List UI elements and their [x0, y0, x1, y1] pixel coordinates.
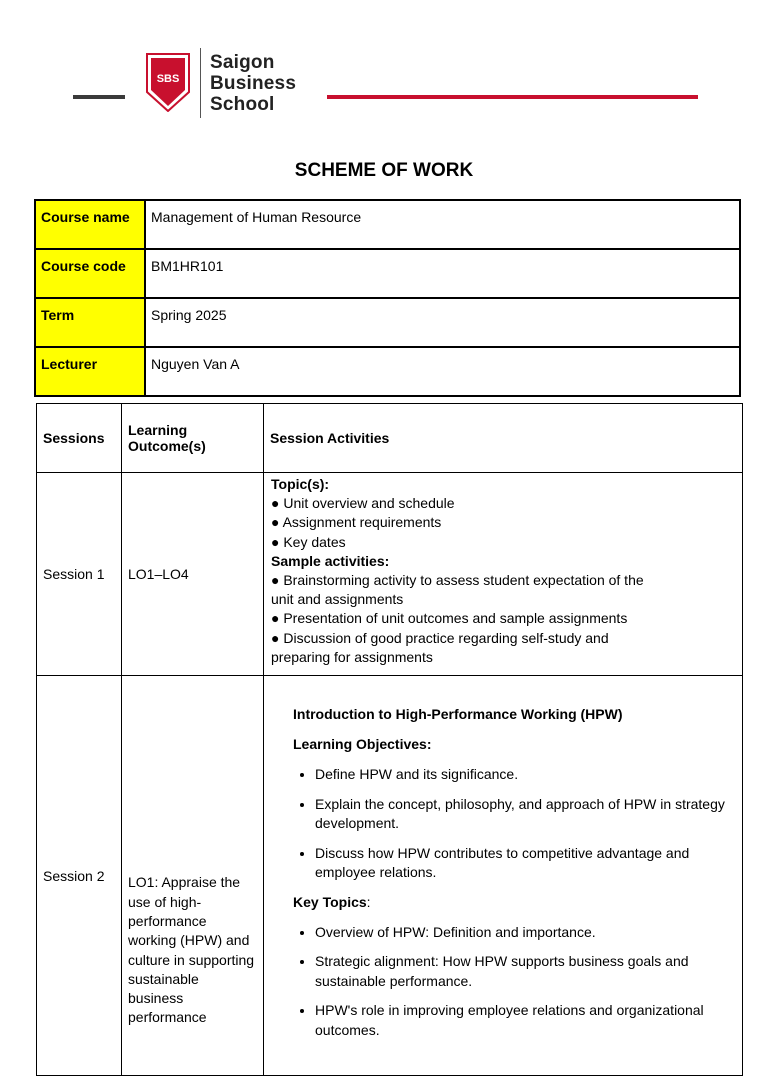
list-item: ● Discussion of good practice regarding self-study and preparing for assignments: [271, 629, 609, 665]
header-sessions: Sessions: [37, 404, 122, 473]
session-activities: [264, 473, 743, 676]
list-item: ● Assignment requirements: [271, 514, 442, 531]
list-item: ● Unit overview and schedule: [271, 495, 455, 512]
table-header-row: [37, 404, 743, 473]
course-info-table: [34, 199, 741, 397]
list-item: ● Key dates: [271, 533, 346, 550]
info-label: Term: [35, 298, 145, 347]
info-row: [35, 298, 740, 347]
session-lo: LO1: Appraise the use of high-performance working (HPW) and culture in supporting sustainable business performance: [122, 676, 264, 1076]
session-lo: LO1–LO4: [122, 473, 264, 676]
logo-wordmark: [210, 52, 296, 115]
session-name: Session 1: [37, 473, 122, 676]
header-session-activities: Session Activities: [264, 404, 743, 473]
header: [0, 0, 768, 140]
key-topics-colon: :: [366, 893, 371, 910]
sessions-table: [36, 403, 743, 1076]
objectives-list: [293, 765, 734, 883]
info-row: [35, 347, 740, 396]
info-row: [35, 249, 740, 298]
table-row: [37, 473, 743, 676]
page-title: SCHEME OF WORK: [294, 160, 474, 181]
table-row: [37, 676, 743, 1076]
logo-line: Saigon: [210, 52, 275, 73]
list-item: ● Presentation of unit outcomes and sample assignments: [271, 610, 628, 627]
list-item: • Strategic alignment: How HPW supports business goals and sustainable performance.: [315, 952, 734, 991]
info-value: Spring 2025: [145, 298, 740, 347]
info-label: Course name: [35, 200, 145, 249]
key-topics-heading: [293, 893, 734, 911]
info-label: Course code: [35, 249, 145, 298]
info-value: Nguyen Van A: [145, 347, 740, 396]
list-item: • Explain the concept, philosophy, and approach of HPW in strategy development.: [315, 795, 734, 834]
list-item: • Discuss how HPW contributes to competitive advantage and employee relations.: [315, 844, 734, 883]
intro-heading: Introduction to High-Performance Working (HPW): [293, 706, 623, 723]
shield-logo-icon: [146, 52, 190, 112]
header-learning-outcomes: Learning Outcome(s): [122, 404, 264, 473]
info-label: Lecturer: [35, 347, 145, 396]
info-value: Management of Human Resource: [145, 200, 740, 249]
list-item: ● Brainstorming activity to assess student expectation of the unit and assignments: [271, 572, 644, 608]
logo-divider: [200, 48, 201, 118]
key-topics-label: Key Topics: [293, 893, 367, 910]
topics-heading: Topic(s):: [271, 476, 330, 492]
session-name: Session 2: [37, 676, 122, 1076]
header-left-bar: [73, 95, 125, 99]
logo-line: School: [210, 94, 275, 115]
info-value: BM1HR101: [145, 249, 740, 298]
info-row: [35, 200, 740, 249]
list-item: • HPW's role in improving employee relations and organizational outcomes.: [315, 1001, 734, 1040]
activities-heading: Sample activities:: [271, 552, 390, 569]
logo-badge-text: SBS: [156, 73, 180, 85]
list-item: • Overview of HPW: Definition and importance.: [315, 923, 734, 943]
objectives-heading: Learning Objectives:: [293, 736, 432, 753]
header-right-bar: [327, 95, 698, 99]
session-activities: [264, 676, 743, 1076]
key-topics-list: [293, 923, 734, 1041]
list-item: • Define HPW and its significance.: [315, 765, 734, 785]
logo-line: Business: [210, 73, 297, 94]
